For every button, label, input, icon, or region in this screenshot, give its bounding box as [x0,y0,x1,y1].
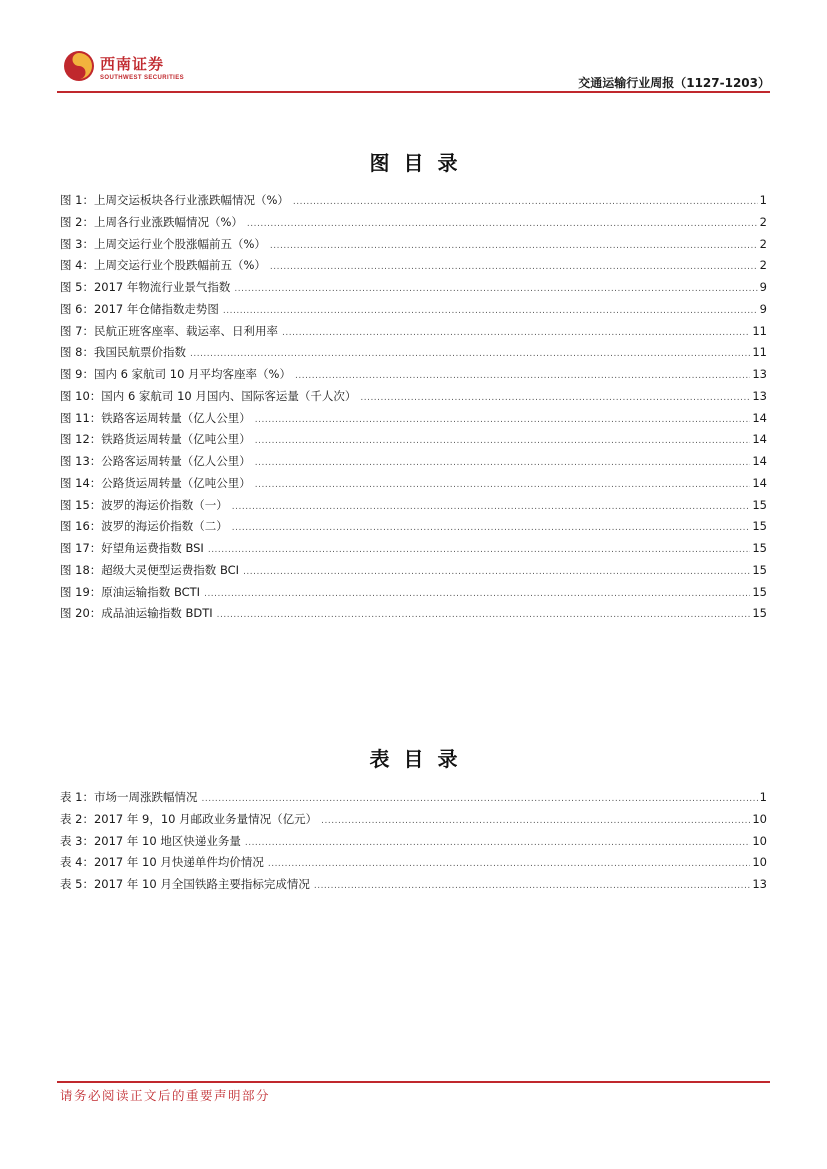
table-list [60,787,767,896]
toc-entry-page[interactable]: 14 [752,454,767,468]
footer-disclaimer: 请务必阅读正文后的重要声明部分 [60,1088,271,1103]
dot-leader [208,540,751,562]
dot-leader [255,410,751,432]
toc-entry-page[interactable]: 11 [752,323,767,338]
dot-leader [314,876,751,898]
figure-list [60,190,767,625]
toc-entry-page[interactable]: 10 [752,811,767,826]
toc-entry[interactable] [60,538,767,560]
toc-entry[interactable] [60,299,767,321]
toc-entry[interactable] [60,364,767,386]
dot-leader [232,497,751,519]
toc-entry-page[interactable]: 13 [752,367,767,381]
dot-leader [270,257,758,279]
toc-entry-page[interactable]: 13 [752,877,767,891]
dot-leader [255,453,751,475]
footer-divider [57,1081,770,1083]
toc-entry[interactable] [60,429,767,451]
toc-entry-page[interactable]: 14 [752,475,767,490]
toc-entry[interactable] [60,603,767,625]
toc-entry-label[interactable]: 图 20：成品油运输指数 BDTI [60,606,213,621]
toc-entry-label[interactable]: 表 2：2017 年 9，10 月邮政业务量情况（亿元） [60,811,318,826]
page-header [60,46,770,92]
toc-entry[interactable] [60,277,767,299]
toc-entry-page[interactable]: 9 [759,280,767,294]
toc-entry-page[interactable]: 11 [752,345,767,360]
toc-entry-label[interactable]: 表 1：市场一周涨跌幅情况 [60,790,198,804]
toc-entry-label[interactable]: 图 10：国内 6 家航司 10 月国内、国际客运量（千人次） [60,388,357,403]
toc-entry-label[interactable]: 图 4：上周交运行业个股跌幅前五（%） [60,258,266,273]
toc-entry[interactable] [60,787,767,809]
toc-entry-label[interactable]: 图 8：我国民航票价指数 [60,345,186,360]
toc-entry-label[interactable]: 表 3：2017 年 10 地区快递业务量 [60,833,241,848]
dot-leader [247,214,758,236]
toc-entry[interactable] [60,473,767,495]
dot-leader [255,431,751,453]
toc-entry[interactable] [60,451,767,473]
toc-entry-page[interactable]: 1 [759,193,767,207]
toc-entry-page[interactable]: 13 [752,388,767,403]
dot-leader [360,388,750,410]
dot-leader [190,344,750,366]
toc-entry[interactable] [60,190,767,212]
toc-entry-page[interactable]: 15 [752,519,767,534]
dot-leader [217,605,751,627]
toc-entry[interactable] [60,342,767,364]
toc-entry-page[interactable]: 9 [759,301,767,316]
report-title: 交通运输行业周报（1127-1203） [578,76,770,90]
toc-entry[interactable] [60,321,767,343]
toc-entry-page[interactable]: 14 [752,432,767,447]
toc-entry-page[interactable]: 15 [752,606,767,621]
dot-leader [321,811,750,833]
company-logo-icon [63,50,95,82]
figure-list-heading [0,147,827,176]
toc-entry[interactable] [60,874,767,896]
dot-leader [282,323,750,345]
toc-entry-label[interactable]: 图 2：上周各行业涨跌幅情况（%） [60,214,243,229]
logo-english-name: SOUTHWEST SECURITIES [100,75,185,81]
toc-entry-page[interactable]: 15 [752,562,767,577]
toc-entry-page[interactable]: 15 [752,584,767,599]
company-logo [63,50,193,86]
toc-entry-page[interactable]: 15 [752,497,767,512]
toc-entry-page[interactable]: 10 [752,855,767,870]
toc-entry-label[interactable]: 图 13：公路客运周转量（亿人公里） [60,454,251,468]
toc-entry-label[interactable]: 表 4：2017 年 10 月快递单件均价情况 [60,855,264,870]
figure-list-title: 图目录 [369,151,472,175]
toc-entry[interactable] [60,809,767,831]
dot-leader [295,366,750,388]
table-list-title: 表目录 [369,747,472,771]
toc-entry-label[interactable]: 图 15：波罗的海运价指数（一） [60,497,228,512]
toc-entry[interactable] [60,831,767,853]
toc-entry[interactable] [60,212,767,234]
dot-leader [204,584,750,606]
dot-leader [232,518,751,540]
toc-entry-page[interactable]: 14 [752,410,767,425]
toc-entry-label[interactable]: 图 19：原油运输指数 BCTI [60,584,201,599]
toc-entry-label[interactable]: 图 7：民航正班客座率、载运率、日利用率 [60,323,278,338]
toc-entry-page[interactable]: 10 [752,833,767,848]
toc-entry[interactable] [60,852,767,874]
toc-entry-page[interactable]: 2 [759,214,767,229]
toc-entry-page[interactable]: 2 [759,236,767,251]
toc-entry[interactable] [60,234,767,256]
toc-entry-label[interactable]: 图 14：公路货运周转量（亿吨公里） [60,475,251,490]
toc-entry[interactable] [60,408,767,430]
dot-leader [293,192,758,214]
toc-entry[interactable] [60,495,767,517]
header-divider [57,91,770,93]
table-list-heading [0,743,827,772]
toc-entry-label[interactable]: 图 1：上周交运板块各行业涨跌幅情况（%） [60,193,289,207]
toc-entry-label[interactable]: 图 5：2017 年物流行业景气指数 [60,280,231,294]
toc-entry-label[interactable]: 图 3：上周交运行业个股涨幅前五（%） [60,236,266,251]
toc-entry[interactable] [60,255,767,277]
toc-entry-label[interactable]: 图 12：铁路货运周转量（亿吨公里） [60,432,251,447]
toc-entry-label[interactable]: 图 18：超级大灵便型运费指数 BCI [60,562,240,577]
toc-entry-page[interactable]: 1 [759,790,767,804]
toc-entry[interactable] [60,560,767,582]
dot-leader [270,236,758,258]
dot-leader [255,475,751,497]
toc-entry[interactable] [60,516,767,538]
dot-leader [243,562,750,584]
toc-entry-label[interactable]: 表 5：2017 年 10 月全国铁路主要指标完成情况 [60,877,310,891]
logo-chinese-name: 西南证券 [100,55,165,73]
dot-leader [223,301,758,323]
toc-entry[interactable] [60,582,767,604]
dot-leader [234,279,757,301]
dot-leader [245,833,751,855]
dot-leader [201,789,757,811]
toc-entry-label[interactable]: 图 17：好望角运费指数 BSI [60,541,204,555]
toc-entry-label[interactable]: 图 6：2017 年仓储指数走势图 [60,301,219,316]
toc-entry[interactable] [60,386,767,408]
toc-entry-label[interactable]: 图 11：铁路客运周转量（亿人公里） [60,410,251,425]
toc-entry-label[interactable]: 图 9：国内 6 家航司 10 月平均客座率（%） [60,367,291,381]
toc-entry-page[interactable]: 2 [759,258,767,273]
toc-entry-label[interactable]: 图 16：波罗的海运价指数（二） [60,519,228,534]
toc-entry-page[interactable]: 15 [752,541,767,555]
dot-leader [268,854,751,876]
